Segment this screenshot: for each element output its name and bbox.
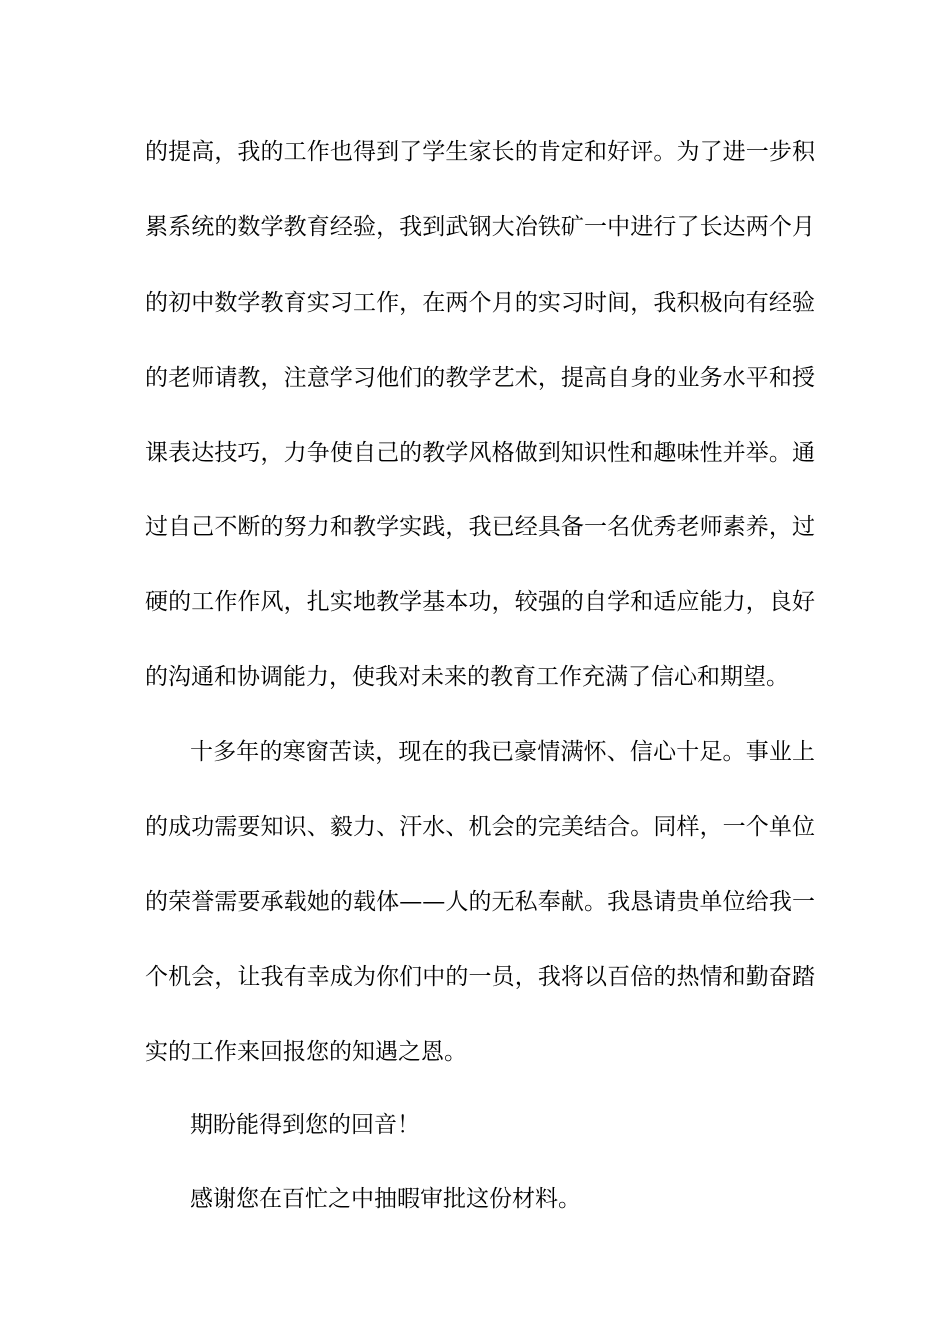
closing-line: 感谢您在百忙之中抽暇审批这份材料。 — [190, 1186, 581, 1212]
text-line: 的荣誉需要承载她的载体——人的无私奉献。我恳请贵单位给我一 — [145, 889, 815, 915]
text-line: 的沟通和协调能力，使我对未来的教育工作充满了信心和期望。 — [145, 664, 789, 690]
closing-line: 期盼能得到您的回音！ — [190, 1112, 420, 1138]
text-line: 的提高，我的工作也得到了学生家长的肯定和好评。为了进一步积 — [145, 139, 815, 165]
text-line: 课表达技巧，力争使自己的教学风格做到知识性和趣味性并举。通 — [145, 440, 815, 466]
text-line: 累系统的数学教育经验，我到武钢大冶铁矿一中进行了长达两个月 — [145, 214, 815, 240]
text-line: 的初中数学教育实习工作，在两个月的实习时间，我积极向有经验 — [145, 290, 815, 316]
paragraph-first-line: 十多年的寒窗苦读，现在的我已豪情满怀、信心十足。事业上 — [190, 739, 815, 765]
text-line: 的成功需要知识、毅力、汗水、机会的完美结合。同样，一个单位 — [145, 814, 815, 840]
text-line: 的老师请教，注意学习他们的教学艺术，提高自身的业务水平和授 — [145, 365, 815, 391]
text-line: 硬的工作作风，扎实地教学基本功，较强的自学和适应能力，良好 — [145, 589, 815, 615]
text-line: 个机会，让我有幸成为你们中的一员，我将以百倍的热情和勤奋踏 — [145, 964, 815, 990]
text-line: 过自己不断的努力和教学实践，我已经具备一名优秀老师素养，过 — [145, 514, 815, 540]
text-line: 实的工作来回报您的知遇之恩。 — [145, 1039, 467, 1065]
